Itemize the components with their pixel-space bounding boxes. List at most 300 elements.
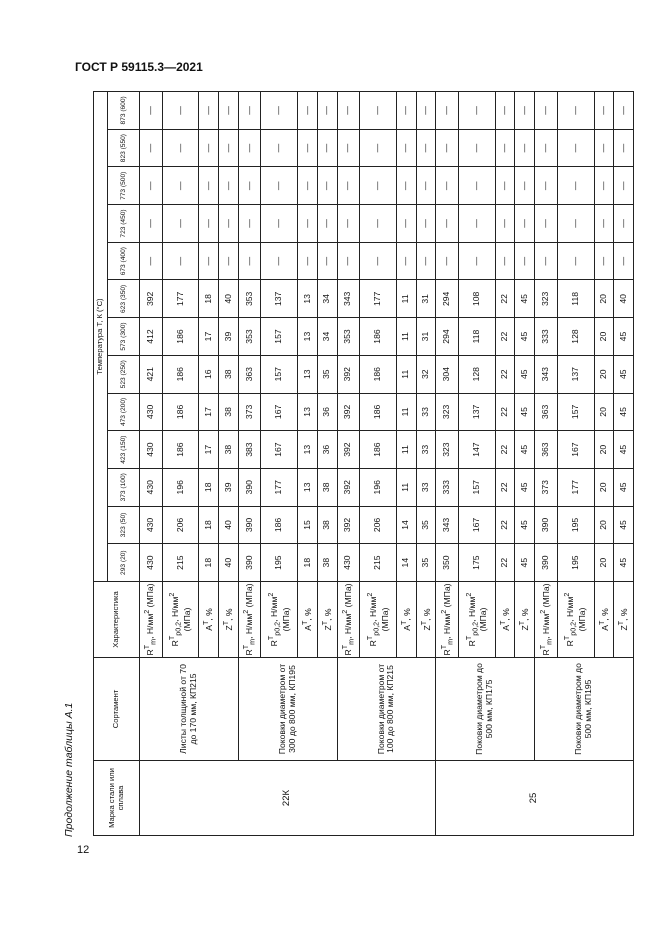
value-cell: 390	[238, 468, 261, 506]
value-cell: 35	[416, 544, 436, 582]
value-cell: 18	[199, 506, 219, 544]
value-cell: —	[238, 167, 261, 205]
grade-cell: 22К	[140, 761, 436, 836]
value-cell: —	[360, 129, 397, 167]
value-cell: 34	[317, 318, 337, 356]
value-cell: —	[199, 92, 219, 130]
value-cell: —	[495, 242, 515, 280]
value-cell: —	[416, 129, 436, 167]
temperature-header: Температура T, К (°C)	[94, 92, 108, 582]
temperature-column-header: 573 (300)	[108, 318, 140, 356]
value-cell: 186	[261, 506, 298, 544]
value-cell: —	[298, 129, 318, 167]
value-cell: —	[436, 92, 459, 130]
value-cell: —	[317, 92, 337, 130]
value-cell: 15	[298, 506, 318, 544]
value-cell: 40	[614, 280, 634, 318]
value-cell: 343	[337, 280, 360, 318]
value-cell: —	[199, 129, 219, 167]
value-cell: 33	[416, 431, 436, 469]
value-cell: 31	[416, 318, 436, 356]
value-cell: —	[515, 242, 535, 280]
value-cell: 186	[360, 431, 397, 469]
value-cell: 196	[360, 468, 397, 506]
value-cell: 363	[535, 393, 558, 431]
value-cell: 45	[614, 468, 634, 506]
value-cell: 215	[360, 544, 397, 582]
table-row	[140, 92, 163, 836]
value-cell: 390	[535, 544, 558, 582]
characteristic-cell: $R^T_{p0,2}$, $Н/мм^2$ (МПа)	[261, 582, 298, 658]
value-cell: 323	[436, 393, 459, 431]
value-cell: —	[317, 205, 337, 243]
value-cell: —	[515, 92, 535, 130]
value-cell: 18	[199, 280, 219, 318]
characteristic-cell: $Z^T$, %	[515, 582, 535, 658]
characteristic-cell: $R^T_{p0,2}$, $Н/мм^2$ (МПа)	[360, 582, 397, 658]
value-cell: 363	[238, 355, 261, 393]
value-cell: 186	[162, 393, 199, 431]
value-cell: 186	[162, 431, 199, 469]
value-cell: —	[140, 167, 163, 205]
value-cell: 186	[360, 393, 397, 431]
value-cell: 22	[495, 355, 515, 393]
value-cell: 430	[140, 468, 163, 506]
value-cell: —	[360, 205, 397, 243]
value-cell: 17	[199, 393, 219, 431]
value-cell: 392	[337, 431, 360, 469]
value-cell: —	[140, 129, 163, 167]
value-cell: —	[199, 205, 219, 243]
value-cell: 373	[238, 393, 261, 431]
page-number: 12	[77, 844, 90, 856]
value-cell: 128	[557, 318, 594, 356]
value-cell: —	[594, 205, 614, 243]
value-cell: 390	[238, 544, 261, 582]
value-cell: 430	[140, 506, 163, 544]
value-cell: 175	[458, 544, 495, 582]
value-cell: —	[219, 92, 239, 130]
value-cell: 20	[594, 544, 614, 582]
value-cell: 430	[140, 544, 163, 582]
value-cell: 17	[199, 318, 219, 356]
value-cell: 177	[261, 468, 298, 506]
value-cell: 20	[594, 355, 614, 393]
value-cell: —	[535, 129, 558, 167]
value-cell: 45	[515, 318, 535, 356]
temperature-column-header: 323 (50)	[108, 506, 140, 544]
value-cell: —	[199, 242, 219, 280]
value-cell: —	[317, 167, 337, 205]
value-cell: —	[238, 242, 261, 280]
value-cell: —	[594, 92, 614, 130]
value-cell: 167	[557, 431, 594, 469]
assortment-cell: Поковки диаметром до 500 мм, КП175	[436, 658, 535, 761]
value-cell: —	[495, 129, 515, 167]
characteristic-cell: $R^T_m$, $Н/мм^2$ (МПа)	[436, 582, 459, 658]
value-cell: 343	[436, 506, 459, 544]
value-cell: 17	[199, 431, 219, 469]
grade-column-header: Марка стали или сплава	[94, 761, 140, 836]
value-cell: —	[238, 205, 261, 243]
value-cell: —	[535, 205, 558, 243]
value-cell: 421	[140, 355, 163, 393]
value-cell: 196	[162, 468, 199, 506]
value-cell: 20	[594, 280, 614, 318]
value-cell: —	[614, 167, 634, 205]
value-cell: 108	[458, 280, 495, 318]
value-cell: 392	[140, 280, 163, 318]
value-cell: 32	[416, 355, 436, 393]
value-cell: 392	[337, 468, 360, 506]
value-cell: 186	[360, 318, 397, 356]
value-cell: 195	[261, 544, 298, 582]
value-cell: 118	[458, 318, 495, 356]
value-cell: —	[594, 167, 614, 205]
value-cell: 40	[219, 506, 239, 544]
value-cell: 13	[298, 393, 318, 431]
value-cell: —	[416, 205, 436, 243]
characteristic-cell: $Z^T$, %	[614, 582, 634, 658]
value-cell: 430	[140, 393, 163, 431]
value-cell: —	[261, 242, 298, 280]
value-cell: —	[458, 129, 495, 167]
value-cell: 390	[238, 506, 261, 544]
value-cell: —	[495, 92, 515, 130]
value-cell: —	[458, 242, 495, 280]
value-cell: 45	[515, 506, 535, 544]
value-cell: 11	[397, 468, 417, 506]
value-cell: —	[397, 92, 417, 130]
value-cell: 118	[557, 280, 594, 318]
value-cell: —	[458, 167, 495, 205]
value-cell: 157	[261, 318, 298, 356]
value-cell: —	[219, 242, 239, 280]
value-cell: 36	[317, 393, 337, 431]
value-cell: —	[495, 205, 515, 243]
value-cell: 353	[337, 318, 360, 356]
value-cell: 177	[557, 468, 594, 506]
value-cell: —	[140, 205, 163, 243]
value-cell: 18	[199, 468, 219, 506]
value-cell: 40	[219, 280, 239, 318]
temperature-column-header: 623 (350)	[108, 280, 140, 318]
value-cell: 167	[458, 506, 495, 544]
value-cell: 11	[397, 318, 417, 356]
value-cell: 45	[515, 355, 535, 393]
value-cell: —	[298, 205, 318, 243]
value-cell: 22	[495, 318, 515, 356]
characteristic-cell: $R^T_m$, $Н/мм^2$ (МПа)	[535, 582, 558, 658]
value-cell: 333	[436, 468, 459, 506]
value-cell: 137	[458, 393, 495, 431]
value-cell: 363	[535, 431, 558, 469]
characteristic-cell: $R^T_{p0,2}$, $Н/мм^2$ (МПа)	[458, 582, 495, 658]
value-cell: 392	[337, 393, 360, 431]
table-caption: Продолжение таблицы А.1	[63, 702, 75, 837]
rotated-table-container	[93, 92, 634, 836]
characteristic-cell: $A^T$, %	[495, 582, 515, 658]
characteristic-cell: $A^T$, %	[594, 582, 614, 658]
value-cell: 11	[397, 431, 417, 469]
characteristic-cell: $R^T_{p0,2}$, $Н/мм^2$ (МПа)	[557, 582, 594, 658]
value-cell: 45	[614, 318, 634, 356]
value-cell: 353	[238, 318, 261, 356]
value-cell: —	[219, 205, 239, 243]
value-cell: 294	[436, 280, 459, 318]
value-cell: 45	[614, 355, 634, 393]
value-cell: —	[495, 167, 515, 205]
value-cell: 157	[261, 355, 298, 393]
value-cell: —	[162, 205, 199, 243]
value-cell: 11	[397, 355, 417, 393]
value-cell: 20	[594, 431, 614, 469]
value-cell: 14	[397, 544, 417, 582]
value-cell: 215	[162, 544, 199, 582]
value-cell: —	[317, 129, 337, 167]
characteristic-cell: $A^T$, %	[199, 582, 219, 658]
value-cell: —	[162, 242, 199, 280]
value-cell: —	[557, 205, 594, 243]
characteristic-cell: $R^T_m$, $Н/мм^2$ (МПа)	[337, 582, 360, 658]
assortment-cell: Листы толщиной от 70 до 170 мм, КП215	[140, 658, 239, 761]
value-cell: 147	[458, 431, 495, 469]
value-cell: —	[162, 167, 199, 205]
value-cell: 18	[199, 544, 219, 582]
value-cell: 40	[219, 544, 239, 582]
value-cell: —	[238, 129, 261, 167]
temperature-column-header: 373 (100)	[108, 468, 140, 506]
value-cell: —	[261, 129, 298, 167]
value-cell: —	[298, 242, 318, 280]
value-cell: 157	[557, 393, 594, 431]
value-cell: 11	[397, 393, 417, 431]
value-cell: 13	[298, 355, 318, 393]
characteristic-cell: $Z^T$, %	[219, 582, 239, 658]
characteristic-cell: $A^T$, %	[397, 582, 417, 658]
value-cell: —	[317, 242, 337, 280]
value-cell: 20	[594, 468, 614, 506]
value-cell: 167	[261, 431, 298, 469]
value-cell: 186	[162, 355, 199, 393]
value-cell: —	[436, 205, 459, 243]
value-cell: —	[162, 129, 199, 167]
value-cell: 373	[535, 468, 558, 506]
value-cell: —	[360, 167, 397, 205]
value-cell: 167	[261, 393, 298, 431]
value-cell: —	[614, 205, 634, 243]
value-cell: —	[337, 129, 360, 167]
value-cell: 177	[360, 280, 397, 318]
value-cell: 36	[317, 431, 337, 469]
value-cell: 195	[557, 544, 594, 582]
value-cell: 39	[219, 318, 239, 356]
value-cell: —	[515, 205, 535, 243]
value-cell: —	[219, 167, 239, 205]
table-row	[337, 92, 360, 836]
value-cell: 33	[416, 468, 436, 506]
value-cell: —	[337, 92, 360, 130]
value-cell: —	[557, 242, 594, 280]
value-cell: 343	[535, 355, 558, 393]
value-cell: 350	[436, 544, 459, 582]
value-cell: —	[360, 92, 397, 130]
value-cell: —	[140, 242, 163, 280]
value-cell: —	[238, 92, 261, 130]
value-cell: 13	[298, 318, 318, 356]
characteristic-cell: $R^T_m$, $Н/мм^2$ (МПа)	[238, 582, 261, 658]
value-cell: —	[515, 167, 535, 205]
value-cell: 38	[219, 355, 239, 393]
value-cell: 137	[261, 280, 298, 318]
value-cell: 38	[317, 506, 337, 544]
value-cell: 38	[317, 544, 337, 582]
value-cell: —	[557, 167, 594, 205]
value-cell: —	[515, 129, 535, 167]
value-cell: 45	[515, 431, 535, 469]
value-cell: 13	[298, 280, 318, 318]
value-cell: —	[594, 242, 614, 280]
value-cell: 392	[337, 355, 360, 393]
value-cell: 20	[594, 506, 614, 544]
value-cell: 157	[458, 468, 495, 506]
value-cell: 22	[495, 280, 515, 318]
value-cell: —	[337, 242, 360, 280]
value-cell: —	[337, 167, 360, 205]
value-cell: 186	[162, 318, 199, 356]
temperature-column-header: 773 (500)	[108, 167, 140, 205]
value-cell: —	[337, 205, 360, 243]
temperature-column-header: 293 (20)	[108, 544, 140, 582]
value-cell: 35	[416, 506, 436, 544]
value-cell: 323	[535, 280, 558, 318]
assortment-cell: Поковки диаметром до 500 мм, КП195	[535, 658, 634, 761]
value-cell: 383	[238, 431, 261, 469]
value-cell: 22	[495, 468, 515, 506]
value-cell: 304	[436, 355, 459, 393]
value-cell: 412	[140, 318, 163, 356]
value-cell: —	[416, 242, 436, 280]
value-cell: 430	[140, 431, 163, 469]
value-cell: —	[535, 242, 558, 280]
value-cell: 22	[495, 393, 515, 431]
value-cell: —	[535, 167, 558, 205]
value-cell: —	[298, 92, 318, 130]
value-cell: 390	[535, 506, 558, 544]
value-cell: —	[199, 167, 219, 205]
characteristic-cell: $R^T_m$, $Н/мм^2$ (МПа)	[140, 582, 163, 658]
value-cell: —	[594, 129, 614, 167]
temperature-column-header: 723 (450)	[108, 205, 140, 243]
value-cell: 206	[162, 506, 199, 544]
temperature-column-header: 673 (400)	[108, 242, 140, 280]
value-cell: —	[614, 242, 634, 280]
value-cell: 22	[495, 544, 515, 582]
value-cell: 20	[594, 318, 614, 356]
value-cell: —	[557, 129, 594, 167]
value-cell: —	[436, 242, 459, 280]
value-cell: 430	[337, 544, 360, 582]
temperature-column-header: 473 (200)	[108, 393, 140, 431]
table-row	[238, 92, 261, 836]
characteristic-cell: $Z^T$, %	[317, 582, 337, 658]
value-cell: —	[458, 92, 495, 130]
value-cell: 20	[594, 393, 614, 431]
value-cell: 128	[458, 355, 495, 393]
value-cell: 16	[199, 355, 219, 393]
value-cell: —	[360, 242, 397, 280]
temperature-column-header: 523 (250)	[108, 355, 140, 393]
value-cell: 34	[317, 280, 337, 318]
value-cell: 38	[219, 431, 239, 469]
table-row	[535, 92, 558, 836]
value-cell: 38	[317, 468, 337, 506]
value-cell: —	[298, 167, 318, 205]
value-cell: 206	[360, 506, 397, 544]
assortment-column-header: Сортамент	[94, 658, 140, 761]
properties-table	[93, 91, 634, 836]
value-cell: —	[416, 92, 436, 130]
value-cell: —	[140, 92, 163, 130]
value-cell: —	[219, 129, 239, 167]
assortment-cell: Поковки диаметром от 300 до 800 мм, КП195	[238, 658, 337, 761]
value-cell: 195	[557, 506, 594, 544]
value-cell: 35	[317, 355, 337, 393]
value-cell: —	[397, 242, 417, 280]
value-cell: 11	[397, 280, 417, 318]
temperature-column-header: 823 (550)	[108, 129, 140, 167]
temperature-column-header: 873 (600)	[108, 92, 140, 130]
value-cell: 177	[162, 280, 199, 318]
value-cell: —	[261, 167, 298, 205]
value-cell: —	[162, 92, 199, 130]
value-cell: 45	[515, 393, 535, 431]
value-cell: 33	[416, 393, 436, 431]
value-cell: —	[397, 205, 417, 243]
value-cell: —	[557, 92, 594, 130]
value-cell: —	[436, 167, 459, 205]
value-cell: 13	[298, 431, 318, 469]
value-cell: 45	[614, 393, 634, 431]
value-cell: 22	[495, 506, 515, 544]
value-cell: 45	[614, 544, 634, 582]
value-cell: —	[535, 92, 558, 130]
value-cell: —	[416, 167, 436, 205]
value-cell: —	[614, 129, 634, 167]
characteristic-cell: $A^T$, %	[298, 582, 318, 658]
value-cell: 392	[337, 506, 360, 544]
value-cell: —	[261, 205, 298, 243]
table-row	[436, 92, 459, 836]
value-cell: 18	[298, 544, 318, 582]
characteristic-column-header: Характеристика	[94, 582, 140, 658]
value-cell: 186	[360, 355, 397, 393]
value-cell: 31	[416, 280, 436, 318]
value-cell: —	[397, 167, 417, 205]
value-cell: 45	[515, 468, 535, 506]
grade-cell: 25	[436, 761, 634, 836]
value-cell: 45	[515, 280, 535, 318]
value-cell: 39	[219, 468, 239, 506]
value-cell: 14	[397, 506, 417, 544]
characteristic-cell: $Z^T$, %	[416, 582, 436, 658]
value-cell: 22	[495, 431, 515, 469]
assortment-cell: Поковки диаметром от 100 до 800 мм, КП215	[337, 658, 436, 761]
value-cell: 45	[614, 506, 634, 544]
value-cell: 333	[535, 318, 558, 356]
value-cell: 38	[219, 393, 239, 431]
value-cell: —	[436, 129, 459, 167]
